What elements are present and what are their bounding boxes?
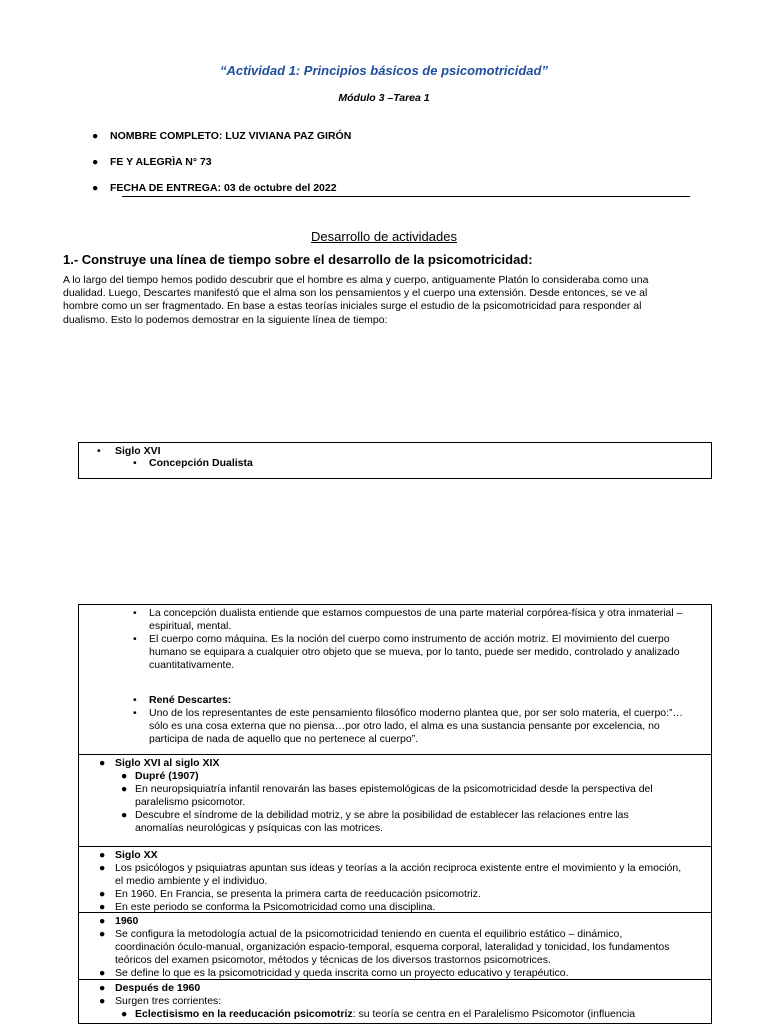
box-line: sólo es una cosa externa que no piensa…por otro lado, el alma es una sustancia pensante por excelencia, no <box>149 720 660 732</box>
timeline-box-siglo-xvi <box>78 442 712 479</box>
box-heading: Después de 1960 <box>115 982 201 994</box>
box-line: teóricos del examen psicomotor, métodos y técnicas de los diversos trastornos psicomotrices. <box>115 954 551 966</box>
box-subheading: Concepción Dualista <box>149 457 253 469</box>
bullet-icon: ● <box>99 995 106 1007</box>
question-number: 1.- <box>63 252 79 267</box>
bullet-icon: • <box>133 707 137 719</box>
box-line: el medio ambiente y el individuo. <box>115 875 268 887</box>
bullet-icon: ● <box>99 849 106 861</box>
box-subheading: Dupré (1907) <box>135 770 199 782</box>
info-text: NOMBRE COMPLETO: LUZ VIVIANA PAZ GIRÓN <box>110 130 352 142</box>
paragraph-line: dualidad. Luego, Descartes manifestó que el alma son los pensamientos y el cuerpo una extensión. Desde entonces, se ve al <box>63 287 648 300</box>
horizontal-rule <box>122 196 690 197</box>
bullet-icon: ● <box>121 783 128 795</box>
question-heading <box>63 252 533 267</box>
box-line: Se configura la metodología actual de la psicomotricidad teniendo en cuenta el equilibrio estático – dinámico, <box>115 928 623 940</box>
box-subheading: René Descartes: <box>149 694 232 706</box>
bullet-icon: • <box>133 607 137 619</box>
section-title: Desarrollo de actividades <box>311 229 457 244</box>
bullet-icon: ● <box>99 915 106 927</box>
box-line: paralelismo psicomotor. <box>135 796 246 808</box>
timeline-box-despues-1960 <box>78 979 712 1024</box>
box-heading: 1960 <box>115 915 139 927</box>
box-line: El cuerpo como máquina. Es la noción del cuerpo como instrumento de acción motriz. El movimiento del cuerpo <box>149 633 670 645</box>
bullet-icon: ● <box>121 770 128 782</box>
timeline-box-siglo-xvi-xix <box>78 755 712 847</box>
bullet-icon: ● <box>92 182 99 194</box>
box-line: En 1960. En Francia, se presenta la primera carta de reeducación psicomotriz. <box>115 888 481 900</box>
box-line <box>135 1008 635 1021</box>
box-line: En neuropsiquiatría infantil renovarán las bases epistemológicas de la psicomotricidad desde la perspectiva del <box>135 783 653 795</box>
paragraph-line: dualismo. Esto lo podemos demostrar en la siguiente línea de tiempo: <box>63 313 388 326</box>
box-line: espiritual, mental. <box>149 620 232 632</box>
bullet-icon: ● <box>99 982 106 994</box>
box-line: Descubre el síndrome de la debilidad motriz, y se abre la posibilidad de establecer las relaciones entre las <box>135 809 629 821</box>
bullet-icon: • <box>133 694 137 706</box>
bullet-icon: ● <box>99 757 106 769</box>
paragraph-line: A lo largo del tiempo hemos podido descubrir que el hombre es alma y cuerpo, antiguamente Platón lo consideraba como una <box>63 274 649 286</box>
info-text: FECHA DE ENTREGA: 03 de octubre del 2022 <box>110 182 337 194</box>
bullet-icon: ● <box>121 809 128 821</box>
box-line: Se define lo que es la psicomotricidad y queda inscrita como un proyecto educativo y terapéutico. <box>115 967 569 979</box>
bullet-icon: ● <box>99 888 106 900</box>
box-line: Los psicólogos y psiquiatras apuntan sus ideas y teorías a la acción reciproca existente entre el movimiento y la emoción, <box>115 862 682 874</box>
box-heading: Siglo XX <box>115 849 158 861</box>
box-heading: Siglo XVI al siglo XIX <box>115 757 220 769</box>
bullet-icon: • <box>97 445 101 457</box>
document-title: “Actividad 1: Principios básicos de psicomotricidad” <box>220 63 548 78</box>
intro-paragraph <box>63 274 711 327</box>
box-line: En este periodo se conforma la Psicomotricidad como una disciplina. <box>115 901 436 913</box>
timeline-box-siglo-xx <box>78 846 712 913</box>
bullet-icon: • <box>133 633 137 645</box>
box-line: Surgen tres corrientes: <box>115 995 222 1007</box>
box-line: humano se equipara a cualquier otro objeto que se mueva, por lo tanto, puede ser medido, controlado y analizado <box>149 646 680 658</box>
question-text: Construye una línea de tiempo sobre el desarrollo de la psicomotricidad: <box>81 252 533 267</box>
bullet-icon: ● <box>92 130 99 142</box>
box-line: participa de nada de aquello que no pertenece al cuerpo”. <box>149 733 419 745</box>
bullet-icon: ● <box>99 901 106 913</box>
bullet-icon: • <box>133 457 137 469</box>
current-description: : su teoría se centra en el Paralelismo Psicomotor (influencia <box>352 1008 636 1020</box>
current-name: Eclectisismo en la reeducación psicomotriz <box>135 1008 353 1020</box>
bullet-icon: ● <box>99 862 106 874</box>
box-line: Uno de los representantes de este pensamiento filosófico moderno plantea que, por ser solo materia, el cuerpo:”… <box>149 707 684 719</box>
timeline-box-dualism-details <box>78 604 712 755</box>
info-text: FE Y ALEGRÌA N° 73 <box>110 156 212 168</box>
timeline-box-1960 <box>78 912 712 980</box>
document-subtitle: Módulo 3 –Tarea 1 <box>338 92 430 104</box>
bullet-icon: ● <box>121 1008 128 1020</box>
paragraph-line: hombre como un ser fragmentado. En base a estas teorías iniciales surge el estudio de la psicomotricidad para responder al <box>63 300 642 313</box>
box-line: La concepción dualista entiende que estamos compuestos de una parte material corpórea-física y otra inmaterial – <box>149 607 683 619</box>
bullet-icon: ● <box>99 967 106 979</box>
box-line: cuantitativamente. <box>149 659 235 671</box>
box-line: coordinación óculo-manual, organización espacio-temporal, esquema corporal, lateralidad y tonicidad, los fundamentos <box>115 941 670 953</box>
box-heading: Siglo XVI <box>115 445 161 457</box>
bullet-icon: ● <box>99 928 106 940</box>
box-line: anomalías neurológicas y psíquicas con las motrices. <box>135 822 384 834</box>
bullet-icon: ● <box>92 156 99 168</box>
